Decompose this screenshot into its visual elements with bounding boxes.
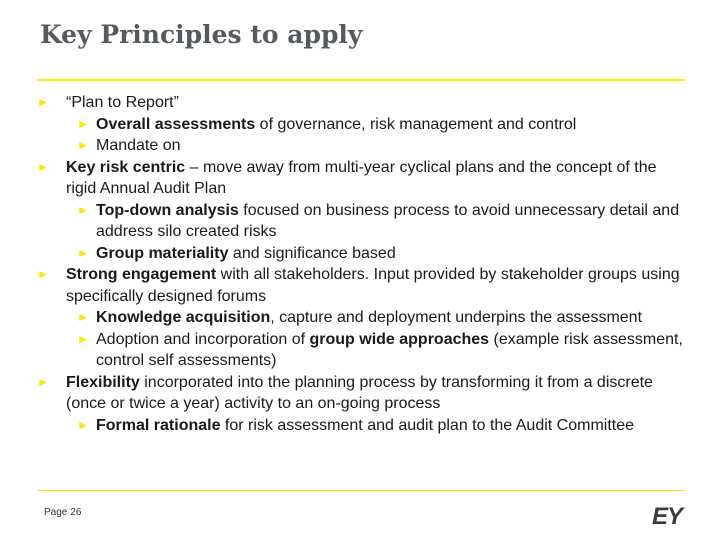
bullet-text: , capture and deployment underpins the assessment bbox=[270, 309, 643, 326]
page-number: 26 bbox=[70, 507, 82, 518]
bullet-text: of governance, risk management and control bbox=[255, 115, 577, 133]
bullet-item bbox=[37, 92, 687, 114]
sub-bullet-item bbox=[37, 415, 687, 437]
bullet-marker-icon: ► bbox=[77, 202, 89, 217]
bullet-list bbox=[37, 92, 687, 436]
page-label: Page bbox=[44, 507, 68, 518]
bullet-marker-icon: ► bbox=[77, 116, 89, 131]
bullet-marker-icon: ► bbox=[37, 374, 49, 389]
footer-divider bbox=[38, 490, 685, 491]
sub-bullet-item bbox=[37, 114, 687, 136]
bullet-marker-icon: ► bbox=[77, 417, 89, 432]
bullet-text: for risk assessment and audit plan to the Audit Committee bbox=[220, 416, 635, 434]
bullet-item bbox=[37, 264, 687, 307]
bullet-emphasis: Key risk centric bbox=[66, 158, 186, 176]
bullet-text: and significance based bbox=[228, 244, 396, 262]
sub-bullet-item bbox=[37, 243, 687, 265]
sub-bullet-item bbox=[37, 200, 687, 243]
bullet-item bbox=[37, 157, 687, 200]
slide-title: Key Principles to apply bbox=[40, 20, 363, 49]
bullet-emphasis: Group materiality bbox=[96, 244, 229, 262]
bullet-marker-icon: ► bbox=[37, 159, 49, 174]
bullet-text: “Plan to Report” bbox=[66, 94, 179, 111]
bullet-emphasis: Overall assessments bbox=[96, 115, 256, 133]
bullet-emphasis: Strong engagement bbox=[66, 266, 217, 283]
bullet-marker-icon: ► bbox=[77, 245, 89, 260]
bullet-emphasis: Flexibility bbox=[66, 373, 140, 391]
bullet-text: (example risk assessment, control self assessments) bbox=[96, 330, 683, 369]
bullet-text: – move away from multi-year cyclical plans and the concept of the rigid Annual Audit Plan bbox=[66, 158, 657, 197]
sub-bullet-item bbox=[37, 135, 687, 157]
page-indicator bbox=[44, 507, 81, 518]
bullet-marker-icon: ► bbox=[77, 310, 89, 324]
bullet-text: with all stakeholders. Input provided by stakeholder groups using specifically designed forums bbox=[66, 266, 680, 305]
bullet-text: incorporated into the planning process by transforming it from a discrete (once or twice a year) activity to an on-going process bbox=[66, 373, 653, 412]
ey-logo: EY bbox=[652, 503, 683, 530]
bullet-marker-icon: ► bbox=[37, 95, 49, 109]
bullet-text: focused on business process to avoid unnecessary detail and address silo created risks bbox=[96, 201, 680, 240]
bullet-marker-icon: ► bbox=[77, 331, 89, 346]
sub-bullet-item bbox=[37, 329, 687, 372]
bullet-text: Mandate on bbox=[96, 137, 181, 154]
bullet-emphasis: group wide approaches bbox=[309, 330, 490, 348]
sub-bullet-item bbox=[37, 307, 687, 329]
bullet-marker-icon: ► bbox=[77, 138, 89, 152]
bullet-item bbox=[37, 372, 687, 415]
bullet-emphasis: Formal rationale bbox=[96, 416, 221, 434]
bullet-marker-icon: ► bbox=[37, 267, 49, 281]
bullet-emphasis: Knowledge acquisition bbox=[96, 309, 271, 326]
bullet-text: Adoption and incorporation of bbox=[96, 330, 310, 348]
title-divider bbox=[38, 79, 685, 81]
bullet-emphasis: Top-down analysis bbox=[96, 201, 239, 219]
